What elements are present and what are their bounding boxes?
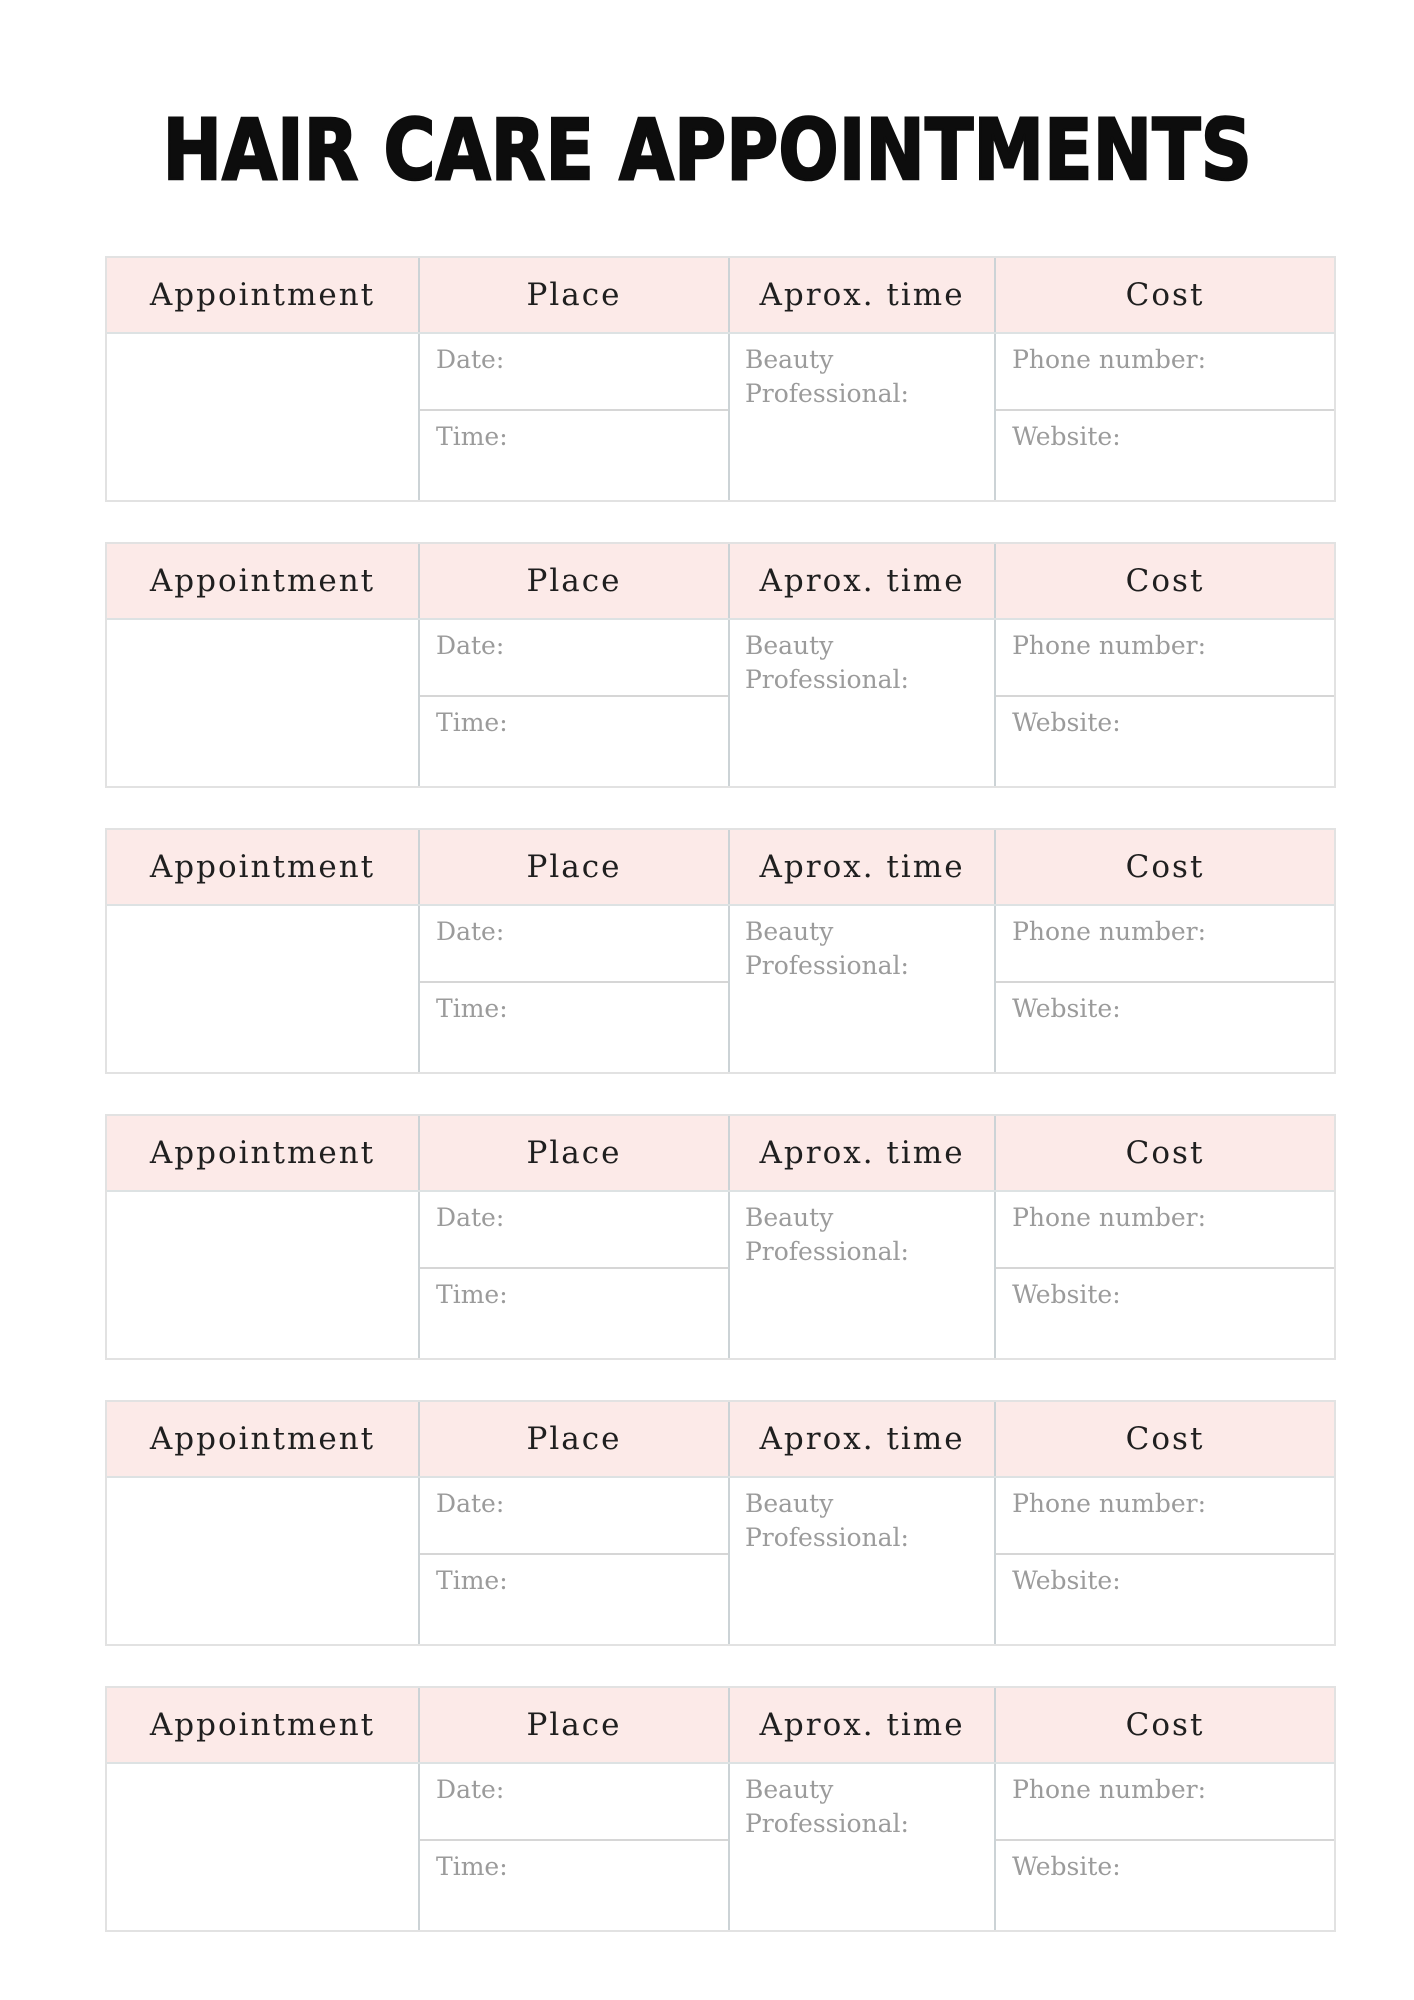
appointment-table [105,542,1336,788]
column-header-place: Place [418,258,728,332]
appointment-entry-cell[interactable] [107,1764,418,1930]
website-label: Website: [1012,708,1121,737]
column-header-place: Place [418,1116,728,1190]
date-field[interactable] [420,620,728,695]
column-header-appointment: Appointment [149,1707,376,1743]
appointment-entry-cell[interactable] [107,1192,418,1358]
cost-cell [994,1478,1334,1644]
appointment-table [105,256,1336,502]
phone-number-label: Phone number: [1012,1489,1206,1518]
column-header-aprox-time: Aprox. time [728,830,994,904]
column-header-place: Place [418,830,728,904]
appointment-table [105,1686,1336,1932]
table-body-row [107,1192,1334,1358]
phone-number-field[interactable] [996,1478,1334,1553]
date-label: Date: [436,1775,505,1804]
phone-number-label: Phone number: [1012,917,1206,946]
date-field[interactable] [420,1192,728,1267]
beauty-professional-label: Beauty Professional: [744,631,909,694]
column-header-aprox-time: Aprox. time [728,1688,994,1762]
beauty-professional-field[interactable] [728,620,994,786]
table-header-row [107,1688,1334,1764]
column-header-place: Place [418,544,728,618]
cost-cell [994,1764,1334,1930]
place-cell [418,906,728,1072]
phone-number-label: Phone number: [1012,631,1206,660]
beauty-professional-label: Beauty Professional: [744,1489,909,1552]
appointment-table [105,828,1336,1074]
beauty-professional-field[interactable] [728,1192,994,1358]
beauty-professional-field[interactable] [728,334,994,500]
time-field[interactable] [420,981,728,1072]
time-field[interactable] [420,1553,728,1644]
appointment-table [105,1114,1336,1360]
date-field[interactable] [420,906,728,981]
website-label: Website: [1012,1852,1121,1881]
page-header [0,0,1414,199]
date-field[interactable] [420,1764,728,1839]
table-body-row [107,906,1334,1072]
column-header-aprox-time: Aprox. time [728,1402,994,1476]
cost-cell [994,334,1334,500]
website-field[interactable] [996,1839,1334,1930]
phone-number-label: Phone number: [1012,345,1206,374]
table-header-row [107,1116,1334,1192]
time-label: Time: [436,708,508,737]
website-label: Website: [1012,1566,1121,1595]
table-body-row [107,1478,1334,1644]
column-header-cost: Cost [994,1402,1334,1476]
column-header-place: Place [418,1402,728,1476]
date-label: Date: [436,1203,505,1232]
table-body-row [107,620,1334,786]
appointment-entry-cell[interactable] [107,1478,418,1644]
table-body-row [107,334,1334,500]
column-header-cost: Cost [994,1116,1334,1190]
phone-number-label: Phone number: [1012,1203,1206,1232]
time-label: Time: [436,994,508,1023]
column-header-aprox-time: Aprox. time [728,258,994,332]
website-label: Website: [1012,1280,1121,1309]
column-header-cost: Cost [994,830,1334,904]
beauty-professional-field[interactable] [728,906,994,1072]
website-field[interactable] [996,409,1334,500]
website-label: Website: [1012,422,1121,451]
column-header-appointment: Appointment [149,1421,376,1457]
date-field[interactable] [420,334,728,409]
website-field[interactable] [996,1553,1334,1644]
column-header-aprox-time: Aprox. time [728,1116,994,1190]
table-header-row [107,830,1334,906]
website-field[interactable] [996,981,1334,1072]
column-header-cost: Cost [994,1688,1334,1762]
column-header-cost: Cost [994,544,1334,618]
beauty-professional-label: Beauty Professional: [744,1203,909,1266]
time-field[interactable] [420,409,728,500]
date-label: Date: [436,1489,505,1518]
cost-cell [994,906,1334,1072]
column-header-appointment: Appointment [149,849,376,885]
phone-number-field[interactable] [996,1192,1334,1267]
place-cell [418,1192,728,1358]
place-cell [418,620,728,786]
column-header-appointment: Appointment [149,1135,376,1171]
date-field[interactable] [420,1478,728,1553]
cost-cell [994,620,1334,786]
beauty-professional-field[interactable] [728,1764,994,1930]
time-label: Time: [436,422,508,451]
column-header-appointment: Appointment [149,563,376,599]
appointment-entry-cell[interactable] [107,620,418,786]
table-header-row [107,258,1334,334]
page-title: HAIR CARE APPOINTMENTS [162,101,1252,199]
appointment-table [105,1400,1336,1646]
beauty-professional-label: Beauty Professional: [744,917,909,980]
appointment-entry-cell[interactable] [107,906,418,1072]
time-label: Time: [436,1566,508,1595]
date-label: Date: [436,631,505,660]
phone-number-field[interactable] [996,906,1334,981]
date-label: Date: [436,345,505,374]
website-field[interactable] [996,695,1334,786]
website-label: Website: [1012,994,1121,1023]
time-field[interactable] [420,695,728,786]
time-label: Time: [436,1280,508,1309]
date-label: Date: [436,917,505,946]
time-field[interactable] [420,1839,728,1930]
place-cell [418,1764,728,1930]
phone-number-field[interactable] [996,334,1334,409]
phone-number-field[interactable] [996,1764,1334,1839]
place-cell [418,1478,728,1644]
column-header-cost: Cost [994,258,1334,332]
column-header-appointment: Appointment [149,277,376,313]
column-header-aprox-time: Aprox. time [728,544,994,618]
beauty-professional-label: Beauty Professional: [744,345,909,408]
appointment-entry-cell[interactable] [107,334,418,500]
cost-cell [994,1192,1334,1358]
phone-number-label: Phone number: [1012,1775,1206,1804]
beauty-professional-label: Beauty Professional: [744,1775,909,1838]
table-header-row [107,1402,1334,1478]
beauty-professional-field[interactable] [728,1478,994,1644]
table-body-row [107,1764,1334,1930]
time-field[interactable] [420,1267,728,1358]
column-header-place: Place [418,1688,728,1762]
table-header-row [107,544,1334,620]
appointment-tables [105,256,1336,1932]
time-label: Time: [436,1852,508,1881]
website-field[interactable] [996,1267,1334,1358]
phone-number-field[interactable] [996,620,1334,695]
place-cell [418,334,728,500]
